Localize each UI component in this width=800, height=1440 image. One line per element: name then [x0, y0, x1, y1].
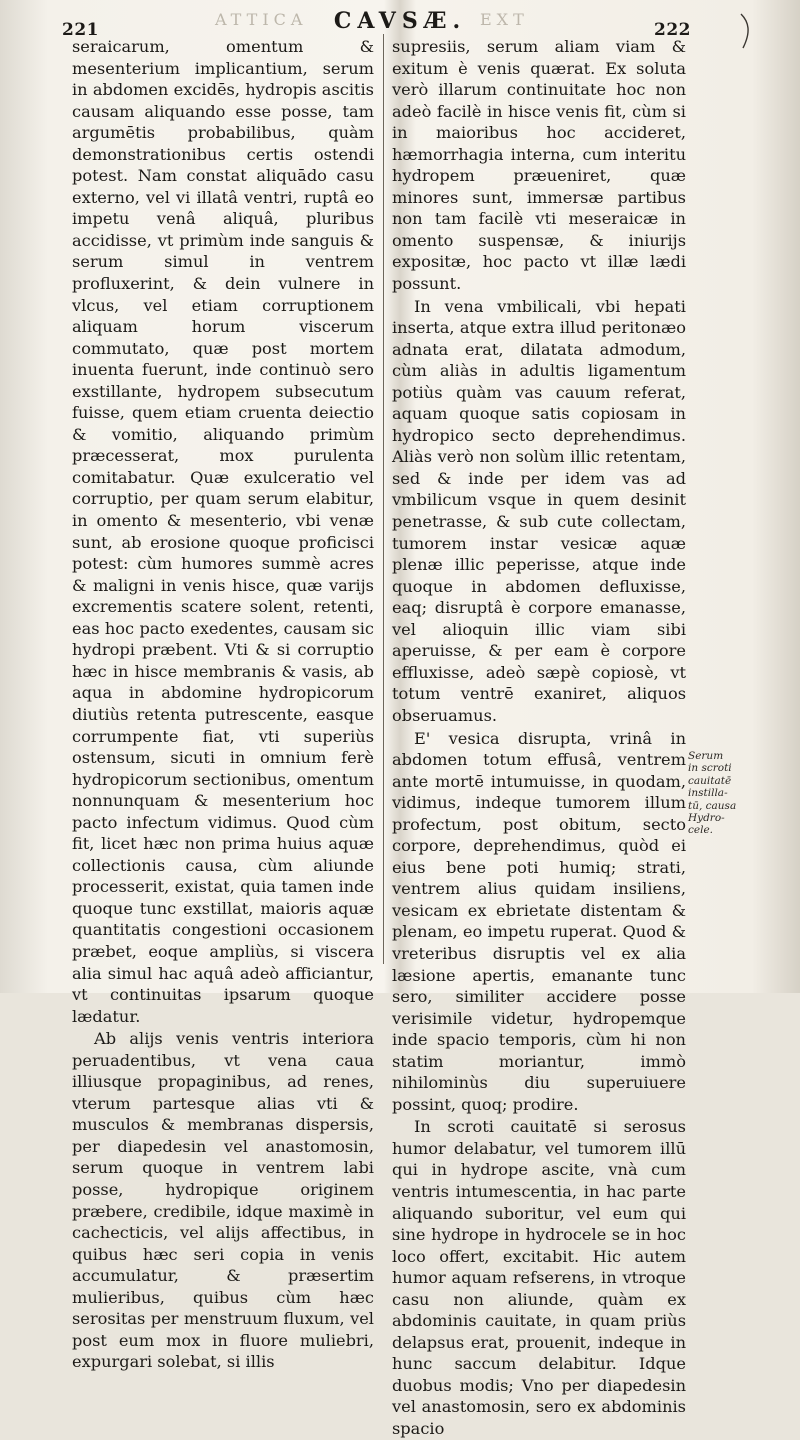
margin-note-line: Hydro-: [688, 812, 725, 825]
page-number-right: 222: [654, 20, 691, 40]
right-text-column: [392, 36, 686, 1440]
paragraph: In vena vmbilicali, vbi hepati inserta, atque extra illud peritonæo adnata erat, dilatata admodum, cùm aliàs in adultis ligamentum potiùs quàm vas cauum referat, aquam quoque satis copiosam in hydropico secto deprehendimus. Aliàs verò non solùm illic retentam, sed & inde per idem vas ad vmbilicum vsque in quem desinit penetrasse, & sub cute collectam, tumorem instar vesicæ aquæ plenæ illic peperisse, atque inde quoque in abdomen defluxisse, eaq; disruptâ è corpore emanasse, vel alioquin illic viam sibi aperuisse, & per eam è corpore effluxisse, adeò sæpè copiosè, vt totum ventrē exaniret, aliquos obseruamus.: [392, 296, 686, 725]
paragraph: In scroti cauitatē si serosus humor delabatur, vel tumorem illū qui in hydrope ascite, vnà cum ventris intumescentia, in hac parte aliquando suboritur, vel eum qui sine hydrope in hydrocele se in hoc loco offert, excitabit. Hic autem humor aquam refserens, in vtroque casu non aliunde, quàm ex abdominis cauitate, in quam priùs delapsus erat, prouenit, indeque in hunc saccum delabitur. Idque duobus modis; Vno per diapedesin vel anastomosin, sero ex abdominis spacio: [392, 1117, 686, 1438]
margin-note-line: tū, causa: [688, 799, 737, 812]
pen-mark-icon: [733, 12, 757, 52]
bleed-through-header-left: ATTICA: [215, 10, 308, 29]
running-header: [0, 6, 800, 40]
margin-note-line: in scroti: [688, 762, 732, 775]
bleed-through-header-right: EXT: [480, 10, 529, 29]
margin-note-line: cele.: [688, 824, 714, 837]
margin-note: [688, 750, 738, 837]
column-divider: [383, 34, 384, 964]
left-text-column: [72, 36, 374, 1373]
running-title: CAVSÆ.: [333, 8, 467, 34]
margin-note-line: cauitatē: [688, 774, 732, 787]
paragraph: supresiis, serum aliam viam & exitum è venis quærat. Ex soluta verò illarum continuitate hoc non adeò facilè in hisce venis fit, cùm si in maioribus hoc accideret, hæmorrhagia interna, cum interitu hydropem præueniret, quæ minores sunt, immersæ partibus non tam facilè vti meseraicæ in omento suspensæ, & iniurijs expositæ, hoc pacto vt illæ lædi possunt.: [392, 37, 686, 294]
paragraph: Ab alijs venis ventris interiora peruadentibus, vt vena caua illiusque propaginibus, ad renes, vterum partesque alias vti & musculos & membranas dispersis, per diapedesin vel anastomosin, serum quoque in ventrem labi posse, hydropique originem præbere, credibile, idque maximè in cachecticis, vel alijs affectibus, in quibus hæc seri copia in venis accumulatur, & præsertim mulieribus, quibus cùm hæc serositas per menstruum fluxum, vel post eum mox in fluore muliebri, expurgari solebat, si illis: [72, 1029, 374, 1372]
margin-note-line: instilla-: [688, 787, 728, 800]
paragraph: seraicarum, omentum & mesenterium implicantium, serum in abdomen excidēs, hydropis ascitis causam aliquando esse posse, tam argumētis probabilibus, quàm demonstrationibus certis ostendi potest. Nam constat aliquādo casu externo, vel vi illatâ ventri, ruptâ eo impetu venâ aliquâ, pluribus accidisse, vt primùm inde sanguis & serum simul in ventrem profluxerint, & dein vulnere in vlcus, vel etiam corruptionem aliquam horum viscerum commutato, quæ post mortem inuenta fuerunt, inde continuò sero exstillante, hydropem subsecutum fuisse, quem etiam cruenta deiectio & vomitio, aliquando primùm præcesserat, mox purulenta comitabatur. Quæ exulceratio vel corruptio, per quam serum elabitur, in omento & mesenterio, vbi venæ sunt, ab erosione quoque proficisci potest: cùm humores summè acres & maligni in venis hisce, quæ varijs excrementis scatere solent, retenti, eas hoc pacto exedentes, causam sic hydropi præbent. Vti & si corruptio hæc in hisce membranis & vasis, ab aqua in abdomine hydropicorum diutiùs retenta putrescente, easque corrumpente fiat, vti superiùs ostensum, sicuti in omnium ferè hydropicorum sectionibus, omentum nonnunquam & mesenterium hoc pacto infectum vidimus. Quod cùm fit, licet hæc non prima huius aquæ collectionis causa, cùm aliunde processerit, existat, quia tamen inde quoque tunc exstillat, maioris aquæ quantitatis congestioni occasionem præbet, eoque ampliùs, si viscera alia simul hac aquâ adeò afficiantur, vt continuitas ipsarum quoque lædatur.: [72, 37, 374, 1026]
page-number-left: 221: [62, 20, 99, 40]
paragraph: E' vesica disrupta, vrinâ in abdomen totum effusâ, ventrem ante mortē intumuisse, in quodam, vidimus, indeque tumorem illum profectum, post obitum, secto corpore, deprehendimus, quòd ei eius bene poti humiq; strati, ventrem alius quidam insiliens, vesicam ex ebrietate distentam & plenam, eo impetu ruperat. Quod & vreteribus disruptis vel ex alia læsione apertis, emanante tunc sero, similiter accidere posse verisimile videtur, hydropemque inde spacio temporis, cùm hi non statim moriantur, immò nihilominùs diu superuiuere possint, quoq; prodire.: [392, 728, 686, 1114]
margin-note-line: Serum: [688, 750, 724, 762]
